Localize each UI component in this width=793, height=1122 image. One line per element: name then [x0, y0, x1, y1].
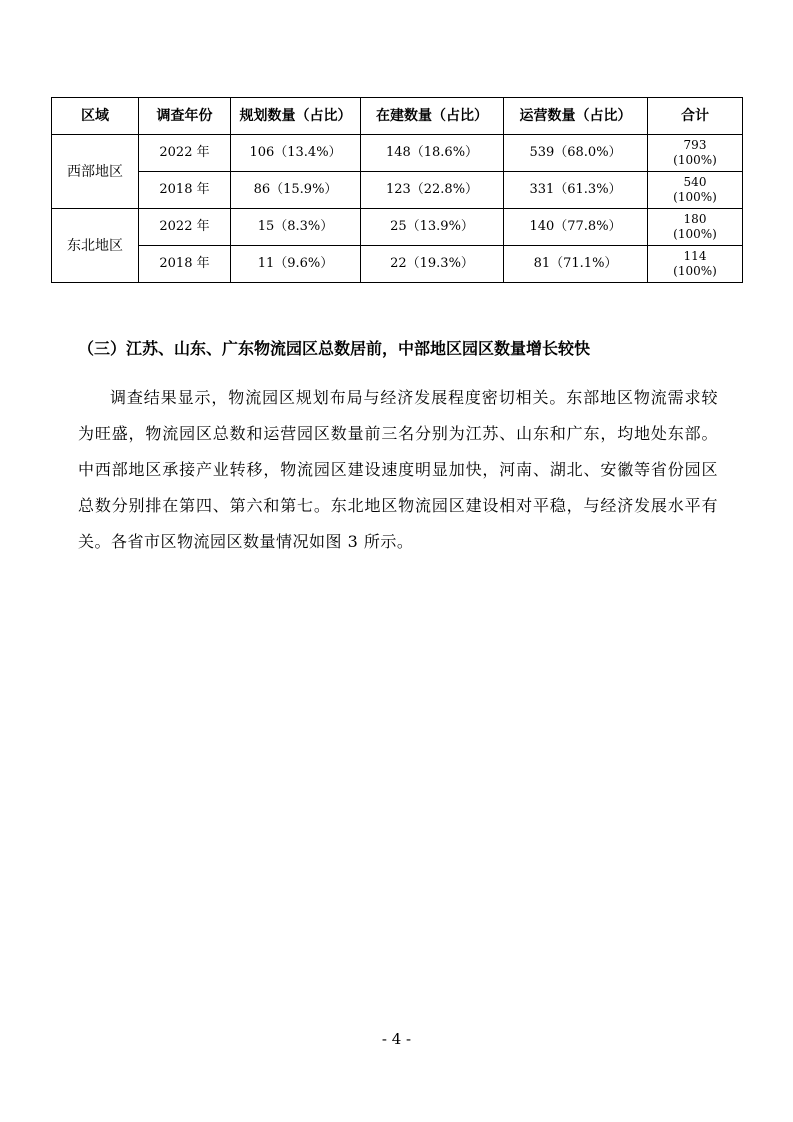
operating-cell: 539（68.0%）: [504, 135, 648, 172]
header-building: 在建数量（占比）: [361, 98, 504, 135]
table-row: [52, 172, 743, 209]
planned-cell: 11（9.6%）: [231, 246, 361, 283]
header-planned: 规划数量（占比）: [231, 98, 361, 135]
header-region: 区域: [52, 98, 139, 135]
total-percent: (100%): [673, 190, 717, 204]
region-cell: 东北地区: [52, 209, 139, 283]
table-header-row: [52, 98, 743, 135]
planned-cell: 15（8.3%）: [231, 209, 361, 246]
total-cell: [648, 172, 743, 209]
header-operating: 运营数量（占比）: [504, 98, 648, 135]
total-percent: (100%): [673, 264, 717, 278]
year-cell: 2018 年: [139, 172, 231, 209]
table-row: [52, 209, 743, 246]
logistics-park-table: [51, 97, 743, 283]
total-value: 114: [683, 249, 707, 263]
planned-cell: 106（13.4%）: [231, 135, 361, 172]
total-cell: [648, 209, 743, 246]
body-paragraph: 调查结果显示，物流园区规划布局与经济发展程度密切相关。东部地区物流需求较为旺盛，物流园区总数和运营园区数量前三名分别为江苏、山东和广东，均地处东部。中西部地区承接产业转移，物流园区建设速度明显加快，河南、湖北、安徽等省份园区总数分别排在第四、第六和第七。东北地区物流园区建设相对平稳，与经济发展水平有关。各省市区物流园区数量情况如图 3 所示。: [78, 388, 718, 551]
header-year: 调查年份: [139, 98, 231, 135]
table-row: [52, 246, 743, 283]
building-cell: 25（13.9%）: [361, 209, 504, 246]
building-cell: 22（19.3%）: [361, 246, 504, 283]
total-percent: (100%): [673, 227, 717, 241]
page-number: - 4 -: [381, 1030, 412, 1048]
year-cell: 2022 年: [139, 209, 231, 246]
building-cell: 123（22.8%）: [361, 172, 504, 209]
total-percent: (100%): [673, 153, 717, 167]
planned-cell: 86（15.9%）: [231, 172, 361, 209]
header-total: 合计: [648, 98, 743, 135]
total-cell: [648, 135, 743, 172]
year-cell: 2022 年: [139, 135, 231, 172]
operating-cell: 140（77.8%）: [504, 209, 648, 246]
operating-cell: 331（61.3%）: [504, 172, 648, 209]
total-value: 540: [683, 175, 707, 189]
total-value: 180: [683, 212, 707, 226]
operating-cell: 81（71.1%）: [504, 246, 648, 283]
total-value: 793: [683, 138, 707, 152]
year-cell: 2018 年: [139, 246, 231, 283]
region-cell: 西部地区: [52, 135, 139, 209]
building-cell: 148（18.6%）: [361, 135, 504, 172]
section-heading: （三）江苏、山东、广东物流园区总数居前，中部地区园区数量增长较快: [78, 339, 591, 358]
total-cell: [648, 246, 743, 283]
table-row: [52, 135, 743, 172]
